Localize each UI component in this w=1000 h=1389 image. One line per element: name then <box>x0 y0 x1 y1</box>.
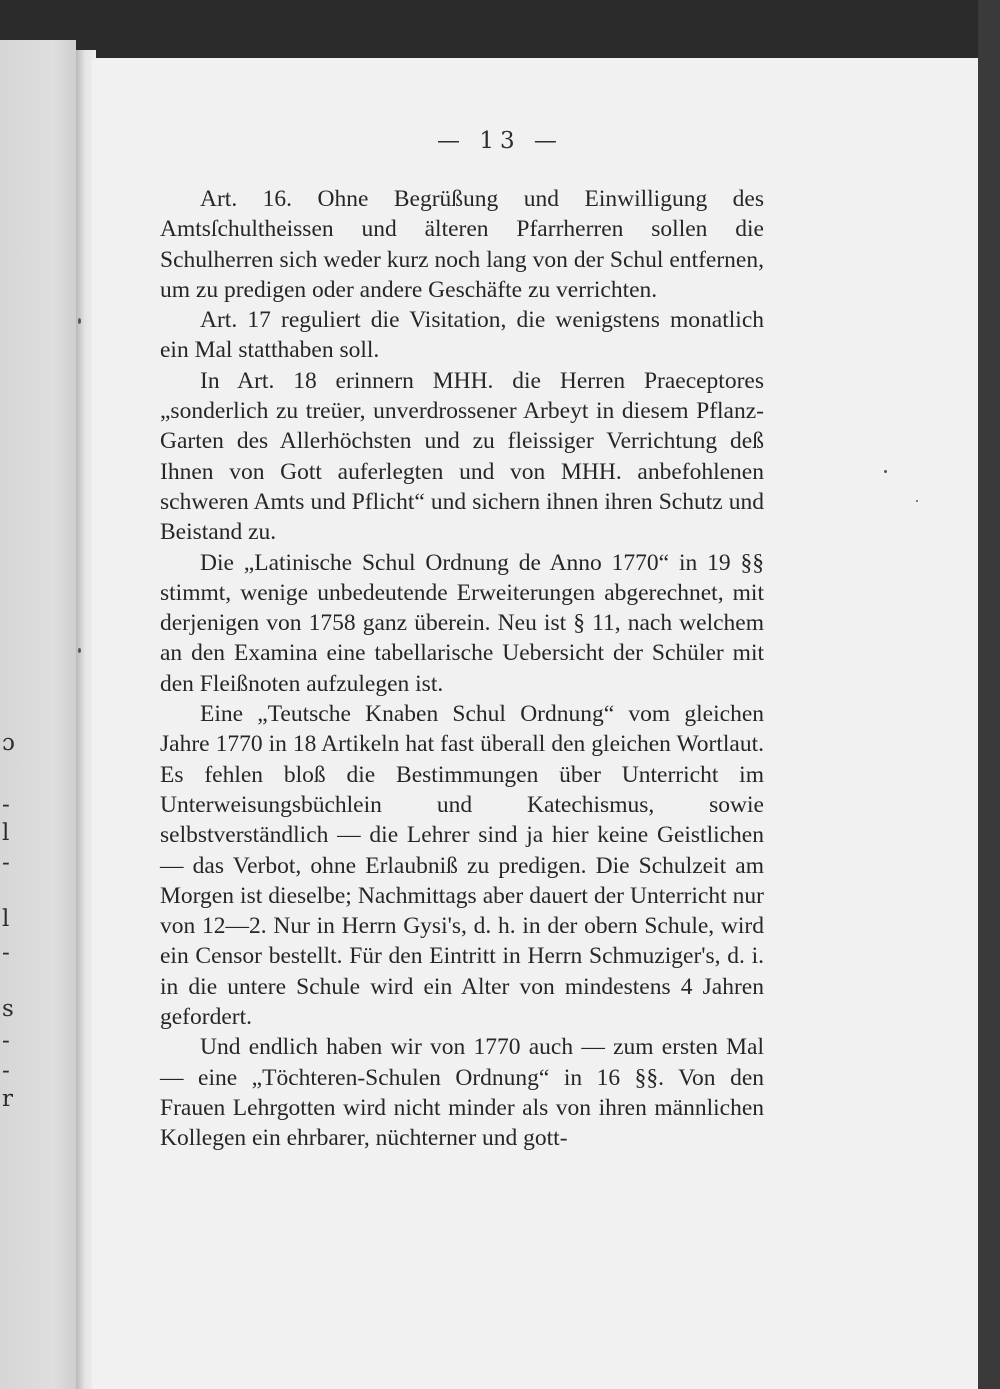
prev-page-fragment: l <box>2 820 10 846</box>
prev-page-fragment: - <box>2 1058 10 1084</box>
paper-speck <box>884 470 887 473</box>
previous-page-edge <box>0 40 76 1389</box>
prev-page-fragment: r <box>2 1086 13 1112</box>
prev-page-fragment: - <box>2 792 10 818</box>
page-body <box>160 184 764 1154</box>
paper-speck <box>78 648 81 653</box>
paragraph-art-17: Art. 17 reguliert die Visitation, die wenigstens monatlich ein Mal statthaben soll. <box>160 307 764 364</box>
paper-speck <box>78 318 81 324</box>
paragraph-girls-school-order: Und endlich haben wir von 1770 auch — zum ersten Mal — eine „Töchteren-Schulen Ordnung“ in 16 §§. Von den Frauen Lehrgotten wird nicht minder als von ihren männlichen Kollegen ein ehrbarer, nüchterner und gott- <box>160 1034 764 1152</box>
page-number: — 13 — <box>437 128 563 154</box>
prev-page-fragment: ɔ <box>2 730 15 756</box>
prev-page-fragment: s <box>2 996 14 1022</box>
paragraph-german-boys-school-order: Eine „Teutsche Knaben Schul Ordnung“ vom gleichen Jahre 1770 in 18 Artikeln hat fast überall den gleichen Wortlaut. Es fehlen bloß die Bestimmungen über Unterricht im Unterweisungsbüchlein und Katechismus, sowie selbstverständlich — die Lehrer sind ja hier keine Geistlichen — das Verbot, ohne Erlaubniß zu predigen. Die Schulzeit am Morgen ist dieselbe; Nachmittags aber dauert der Unterricht nur von 12—2. Nur in Herrn Gysi's, d. h. in der obern Schule, wird ein Censor bestellt. Für den Eintritt in Herrn Schmuziger's, d. i. in die untere Schule wird ein Alter von mindestens 4 Jahren gefordert. <box>160 701 764 1031</box>
paragraph-art-18: In Art. 18 erinnern MHH. die Herren Praeceptores „sonderlich zu treüer, unverdrossener Arbeyt in diesem Pflanz-Garten des Allerhöchsten und zu fleissiger Verrichtung deß Ihnen von Gott auferlegten und von MHH. anbefohlenen schweren Amts und Pflicht“ und sichern ihnen ihren Schutz und Beistand zu. <box>160 367 764 546</box>
paper-speck <box>916 500 918 502</box>
prev-page-fragment: - <box>2 940 10 966</box>
scanner-top-shadow <box>0 0 1000 62</box>
paragraph-latin-school-order: Die „Latinische Schul Ordnung de Anno 1770“ in 19 §§ stimmt, wenige unbedeutende Erweiterungen abgerechnet, mit derjenigen von 1758 ganz überein. Neu ist § 11, nach welchem an den Examina eine tabellarische Uebersicht der Schüler mit den Fleißnoten aufzulegen ist. <box>160 549 764 697</box>
prev-page-fragment: - <box>2 850 10 876</box>
prev-page-fragment: - <box>2 1028 10 1054</box>
scanner-right-shadow <box>978 0 1000 1389</box>
paragraph-art-16: Art. 16. Ohne Begrüßung und Einwilligung des Amtsſchultheissen und älteren Pfarrherren sollen die Schulherren sich weder kurz noch lang von der Schul entfernen, um zu predigen oder andere Geschäfte zu verrichten. <box>160 186 764 303</box>
prev-page-fragment: l <box>2 906 10 932</box>
